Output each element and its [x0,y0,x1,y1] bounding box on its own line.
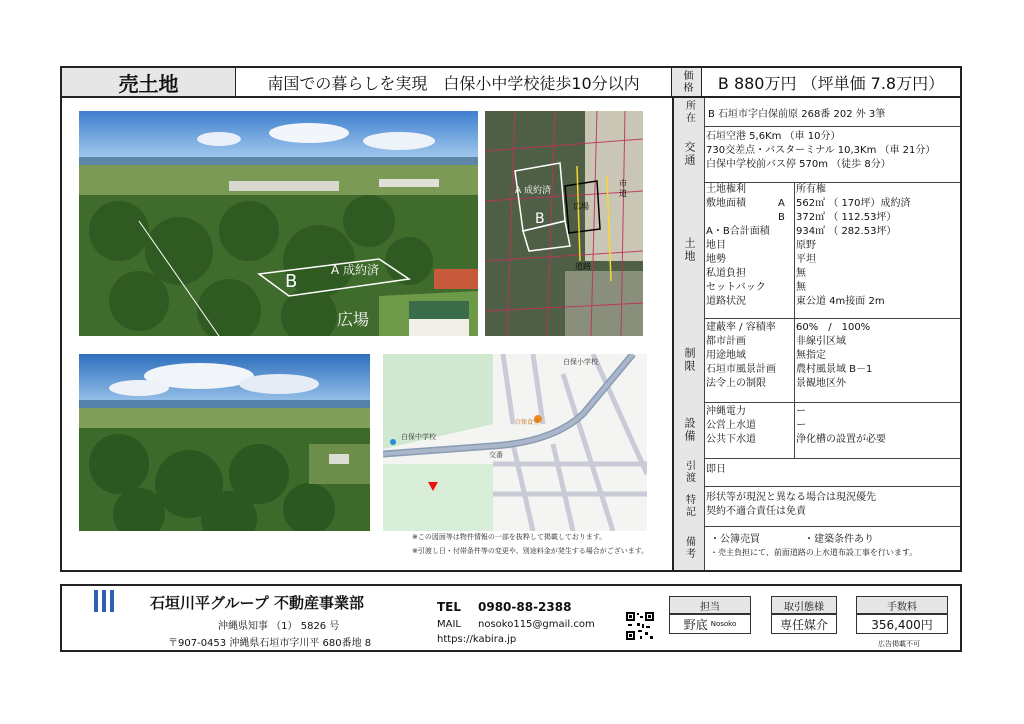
land-key-private-road: 私道負担 [706,268,746,279]
land-val-area-b: 372㎡ （ 112.53坪） [796,212,897,223]
land-val-road: 東公道 4m接面 2m [796,296,885,307]
special-line-2: 契約不適合責任は免責 [706,506,806,517]
facility-val-water: ー [796,420,806,431]
price-value: B 880万円 （坪単価 7.8万円） [717,73,945,93]
traffic-line-3: 白保中学校前バス停 570m （徒歩 8分） [706,159,891,170]
details-location [674,98,960,126]
restrict-key-landscape: 石垣市風景計画 [706,364,776,375]
facility-key-sewer: 公共下水道 [706,434,756,445]
restrict-key-coverage: 建蔽率 / 容積率 [706,322,776,333]
plan-label-road: 道路 [575,262,591,271]
ad-note: 広告掲載不可 [878,640,920,648]
aerial-label-a: A 成約済 [331,263,380,277]
restrict-val-legal: 景観地区外 [796,378,846,389]
map-label-police: 交番 [489,451,503,459]
details-remarks [674,526,960,570]
aerial-photo-wide [79,354,370,531]
qr-code[interactable] [626,612,654,640]
plan-label-city-road: 市道 [619,179,627,198]
land-key-total: A・B合計面積 [706,226,770,237]
facility-key-power: 沖縄電力 [706,406,746,417]
facility-val-power: ー [796,406,806,417]
staff-roman: Nosoko [710,620,737,628]
special-label: 特記 [674,486,705,526]
remarks-label: 備考 [674,526,705,570]
land-key-area: 敷地面積 [706,198,746,209]
land-val-category: 原野 [796,240,816,251]
restrict-val-zone: 無指定 [796,350,826,361]
details-special [674,486,960,526]
plan-label-a: A 成約済 [515,186,552,196]
traffic-label: 交通 [674,126,705,182]
remarks-line-2: ・売主負担にて、前面道路の上水道布設工事を行います。 [710,548,918,557]
land-val-total: 934㎡ （ 282.53坪） [796,226,897,237]
fee-value: 356,400円 [856,614,948,634]
traffic-line-1: 石垣空港 5,6Km （車 10分） [706,131,841,142]
details-restrictions [674,318,960,402]
mail-label: MAIL [437,619,461,630]
facility-key-water: 公営上水道 [706,420,756,431]
location-label: 所在 [674,98,705,126]
company-logo [94,590,116,612]
map-label-cafe: 白保食堂 [515,419,540,426]
land-sub-b: B [778,212,785,223]
aerial-label-b: B [285,271,298,292]
facilities-label: 設備 [674,402,705,458]
restrict-key-zone: 用途地域 [706,350,746,361]
deal-value: 専任媒介 [771,614,837,634]
land-val-area-a: 562㎡ （ 170坪）成約済 [796,198,911,209]
map-label-middle: 白保中学校 [401,433,436,441]
remarks-line-1a: ・公簿売買 [710,534,760,545]
restrict-key-legal: 法令上の制限 [706,378,766,389]
tel-label: TEL [437,600,462,614]
location-value: B 石垣市字白保前原 268番 202 外 3筆 [708,109,886,120]
property-type-label: 売土地 [62,68,236,96]
website-url[interactable]: https://kabira.jp [437,634,517,645]
restrict-label: 制限 [674,318,705,402]
land-key-road: 道路状況 [706,296,746,307]
land-val-terrain: 平坦 [796,254,816,265]
aerial-label-plaza: 広場 [337,310,370,329]
land-val-setback: 無 [796,282,806,293]
price-label: 価格 [672,68,702,96]
land-key-setback: セットバック [706,282,766,293]
street-map [383,354,647,531]
handover-label: 引渡 [674,458,705,486]
fee-label: 手数料 [856,596,948,614]
company-address: 〒907-0453 沖縄県石垣市字川平 680番地 8 [168,638,372,649]
restrict-val-city-plan: 非線引区域 [796,336,846,347]
remarks-line-1b: ・建築条件あり [804,534,874,545]
facility-val-sewer: 浄化槽の設置が必要 [796,434,886,445]
restrict-val-coverage: 60% / 100% [796,322,871,333]
land-sub-a: A [778,198,785,209]
traffic-line-2: 730交差点・バスターミナル 10,3Km （車 21分） [706,145,936,156]
staff-box [669,614,751,634]
tel-number[interactable]: 0980-88-2388 [478,600,572,614]
details-traffic [674,126,960,182]
staff-name: 野底 [683,617,708,632]
aerial-photo-main [79,111,478,336]
details-land [674,182,960,318]
details-facilities [674,402,960,458]
special-line-1: 形状等が現況と異なる場合は現況優先 [706,492,876,503]
mail-address[interactable]: nosoko115@gmail.com [478,619,595,630]
note-1: ※この図面等は物件情報の一部を抜粋して掲載しております。 [412,533,607,541]
land-val-rights: 所有権 [796,184,826,195]
details-handover [674,458,960,486]
plan-label-b: B [535,211,545,227]
map-label-elementary: 白保小学校 [563,358,598,366]
land-val-private-road: 無 [796,268,806,279]
note-2: ※引渡し日・付帯条件等の変更や、別途料金が発生する場合がございます。 [412,547,649,555]
land-label: 土地 [674,182,705,318]
cadastral-map-photo [485,111,643,336]
staff-label: 担当 [669,596,751,614]
license-number: 沖縄県知事 （1） 5826 号 [218,621,340,632]
land-key-terrain: 地勢 [706,254,726,265]
land-key-category: 地目 [706,240,726,251]
plan-label-plaza: 広場 [573,202,589,211]
restrict-val-landscape: 農村風景域 B－1 [796,364,873,375]
headline: 南国での暮らしを実現 白保小中学校徒歩10分以内 [236,68,672,96]
restrict-key-city-plan: 都市計画 [706,336,746,347]
handover-value: 即日 [706,464,726,475]
company-name: 石垣川平グループ 不動産事業部 [150,594,365,612]
deal-label: 取引態様 [771,596,837,614]
land-key-rights: 土地権利 [706,184,746,195]
